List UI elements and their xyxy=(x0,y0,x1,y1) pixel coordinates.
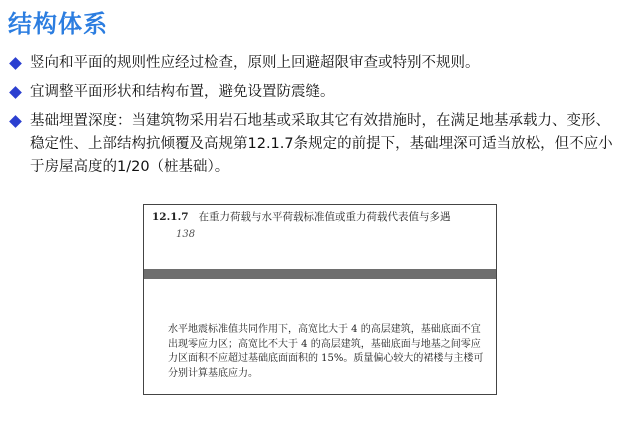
diamond-bullet-icon xyxy=(9,57,22,70)
bullet-item xyxy=(0,110,630,179)
bullet-item xyxy=(0,81,630,104)
diamond-bullet-icon xyxy=(9,115,22,128)
bullet-item xyxy=(0,52,630,75)
bullet-text: 宜调整平面形状和结构布置，避免设置防震缝。 xyxy=(30,84,335,100)
diamond-bullet-icon xyxy=(9,86,22,99)
separator-bar xyxy=(144,269,496,279)
code-excerpt-image xyxy=(143,204,497,395)
clause-heading: 在重力荷载与水平荷载标准值或重力荷载代表值与多遇 xyxy=(198,211,451,223)
page-number: 138 xyxy=(176,229,196,240)
excerpt-body: 水平地震标准值共同作用下，高宽比大于 4 的高层建筑，基础底面不宜出现零应力区；高宽比不大于 4 的高层建筑，基础底面与地基之间零应力区面积不应超过基础底面面积的 15%。质量偏心较大的裙楼与主楼可分别计算基底应力。 xyxy=(168,324,484,379)
bullet-list xyxy=(0,52,630,185)
slide-title: 结构体系 xyxy=(8,10,108,38)
bullet-text: 基础埋置深度：当建筑物采用岩石地基或采取其它有效措施时，在满足地基承载力、变形、稳定性、上部结构抗倾覆及高规第12.1.7条规定的前提下，基础埋深可适当放松，但不应小于房屋高度的1/20（桩基础）。 xyxy=(30,113,613,175)
clause-number: 12.1.7 xyxy=(152,211,189,223)
bullet-text: 竖向和平面的规则性应经过检查，原则上回避超限审查或特别不规则。 xyxy=(30,55,480,71)
excerpt-heading xyxy=(152,209,451,224)
